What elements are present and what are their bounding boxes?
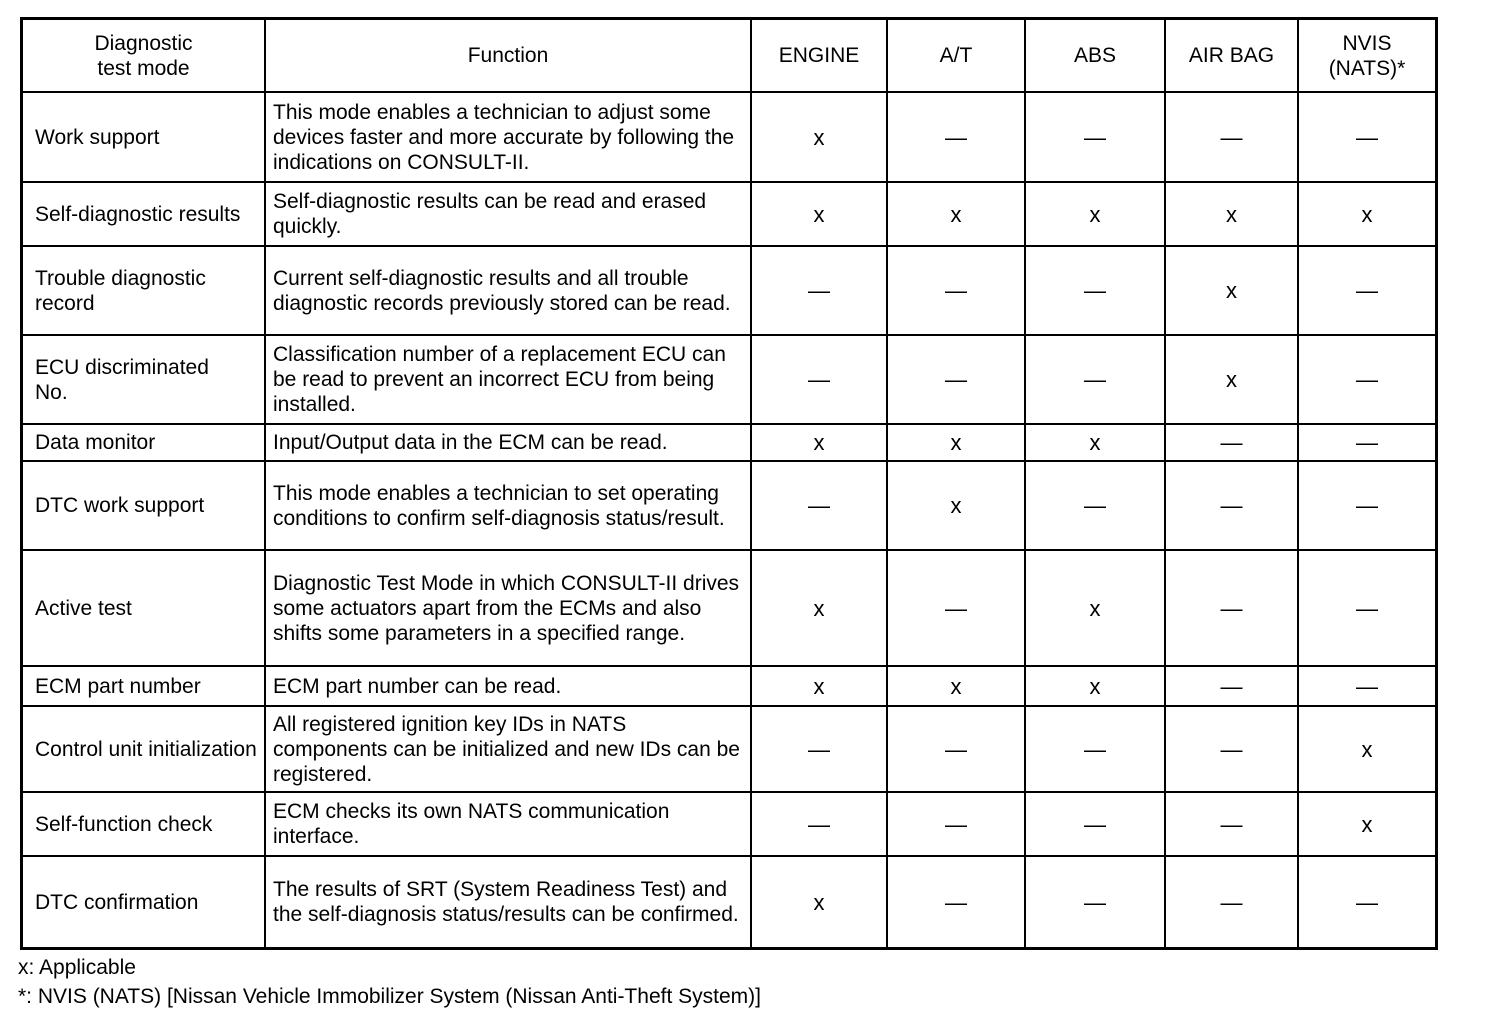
- airbag-cell: —: [1165, 550, 1298, 666]
- mode-cell: ECU discriminated No.: [23, 335, 265, 424]
- header-row: [23, 20, 1435, 92]
- at-cell: —: [887, 550, 1025, 666]
- at-cell: x: [887, 461, 1025, 550]
- mode-cell: DTC confirmation: [23, 856, 265, 947]
- airbag-cell: —: [1165, 856, 1298, 947]
- at-cell: x: [887, 666, 1025, 706]
- engine-cell: —: [751, 335, 887, 424]
- airbag-cell: x: [1165, 246, 1298, 335]
- mode-cell: Work support: [23, 92, 265, 182]
- engine-cell: x: [751, 182, 887, 246]
- function-cell: All registered ignition key IDs in NATS components can be initialized and new IDs can be registered.: [265, 706, 751, 792]
- airbag-cell: —: [1165, 461, 1298, 550]
- at-cell: —: [887, 792, 1025, 856]
- at-cell: x: [887, 424, 1025, 461]
- function-cell: Input/Output data in the ECM can be read.: [265, 424, 751, 461]
- function-cell: Current self-diagnostic results and all trouble diagnostic records previously stored can be read.: [265, 246, 751, 335]
- airbag-cell: —: [1165, 666, 1298, 706]
- at-cell: —: [887, 706, 1025, 792]
- mode-cell: Self-diagnostic results: [23, 182, 265, 246]
- abs-cell: —: [1025, 246, 1165, 335]
- function-cell: Classification number of a replacement ECU can be read to prevent an incorrect ECU from being installed.: [265, 335, 751, 424]
- engine-cell: x: [751, 424, 887, 461]
- engine-cell: x: [751, 550, 887, 666]
- nvis-cell: x: [1298, 792, 1435, 856]
- table-row: [23, 550, 1435, 666]
- legend-applicable: x: Applicable: [18, 956, 136, 979]
- engine-cell: —: [751, 461, 887, 550]
- nvis-cell: —: [1298, 856, 1435, 947]
- nvis-cell: —: [1298, 666, 1435, 706]
- table-row: [23, 461, 1435, 550]
- legend-nvis-note: *: NVIS (NATS) [Nissan Vehicle Immobilizer System (Nissan Anti-Theft System)]: [18, 985, 761, 1008]
- airbag-cell: x: [1165, 335, 1298, 424]
- abs-cell: x: [1025, 666, 1165, 706]
- table-row: [23, 182, 1435, 246]
- nvis-cell: —: [1298, 92, 1435, 182]
- abs-cell: —: [1025, 706, 1165, 792]
- at-cell: —: [887, 335, 1025, 424]
- table-row: [23, 424, 1435, 461]
- at-cell: —: [887, 856, 1025, 947]
- nvis-cell: —: [1298, 550, 1435, 666]
- function-cell: This mode enables a technician to adjust some devices faster and more accurate by following the indications on CONSULT-II.: [265, 92, 751, 182]
- abs-cell: x: [1025, 182, 1165, 246]
- function-cell: This mode enables a technician to set operating conditions to confirm self-diagnosis status/result.: [265, 461, 751, 550]
- table-row: [23, 92, 1435, 182]
- function-cell: Diagnostic Test Mode in which CONSULT-II drives some actuators apart from the ECMs and also shifts some parameters in a specified range.: [265, 550, 751, 666]
- nvis-cell: —: [1298, 461, 1435, 550]
- abs-cell: —: [1025, 92, 1165, 182]
- table-row: [23, 666, 1435, 706]
- table-row: [23, 335, 1435, 424]
- header-air-bag: AIR BAG: [1165, 20, 1298, 92]
- table-row: [23, 246, 1435, 335]
- function-cell: The results of SRT (System Readiness Test) and the self-diagnosis status/results can be confirmed.: [265, 856, 751, 947]
- function-cell: ECM checks its own NATS communication interface.: [265, 792, 751, 856]
- engine-cell: —: [751, 792, 887, 856]
- engine-cell: x: [751, 92, 887, 182]
- nvis-cell: x: [1298, 182, 1435, 246]
- abs-cell: x: [1025, 424, 1165, 461]
- abs-cell: —: [1025, 856, 1165, 947]
- abs-cell: —: [1025, 461, 1165, 550]
- mode-cell: Trouble diagnostic record: [23, 246, 265, 335]
- table-row: [23, 792, 1435, 856]
- abs-cell: x: [1025, 550, 1165, 666]
- mode-cell: Data monitor: [23, 424, 265, 461]
- nvis-cell: —: [1298, 246, 1435, 335]
- mode-cell: ECM part number: [23, 666, 265, 706]
- airbag-cell: x: [1165, 182, 1298, 246]
- function-cell: Self-diagnostic results can be read and erased quickly.: [265, 182, 751, 246]
- diagnostic-mode-table-frame: [20, 17, 1438, 950]
- abs-cell: —: [1025, 335, 1165, 424]
- mode-cell: DTC work support: [23, 461, 265, 550]
- engine-cell: x: [751, 856, 887, 947]
- nvis-cell: x: [1298, 706, 1435, 792]
- mode-cell: Control unit initialization: [23, 706, 265, 792]
- header-nvis: NVIS (NATS)*: [1298, 20, 1435, 92]
- at-cell: —: [887, 246, 1025, 335]
- nvis-cell: —: [1298, 424, 1435, 461]
- mode-cell: Self-function check: [23, 792, 265, 856]
- airbag-cell: —: [1165, 424, 1298, 461]
- airbag-cell: —: [1165, 792, 1298, 856]
- abs-cell: —: [1025, 792, 1165, 856]
- function-cell: ECM part number can be read.: [265, 666, 751, 706]
- header-abs: ABS: [1025, 20, 1165, 92]
- mode-cell: Active test: [23, 550, 265, 666]
- header-at: A/T: [887, 20, 1025, 92]
- at-cell: x: [887, 182, 1025, 246]
- header-diagnostic-test-mode: Diagnostic test mode: [23, 20, 265, 92]
- airbag-cell: —: [1165, 706, 1298, 792]
- header-engine: ENGINE: [751, 20, 887, 92]
- at-cell: —: [887, 92, 1025, 182]
- header-function: Function: [265, 20, 751, 92]
- nvis-cell: —: [1298, 335, 1435, 424]
- engine-cell: —: [751, 246, 887, 335]
- table-row: [23, 856, 1435, 947]
- engine-cell: —: [751, 706, 887, 792]
- table-row: [23, 706, 1435, 792]
- engine-cell: x: [751, 666, 887, 706]
- diagnostic-mode-table: [23, 20, 1435, 947]
- airbag-cell: —: [1165, 92, 1298, 182]
